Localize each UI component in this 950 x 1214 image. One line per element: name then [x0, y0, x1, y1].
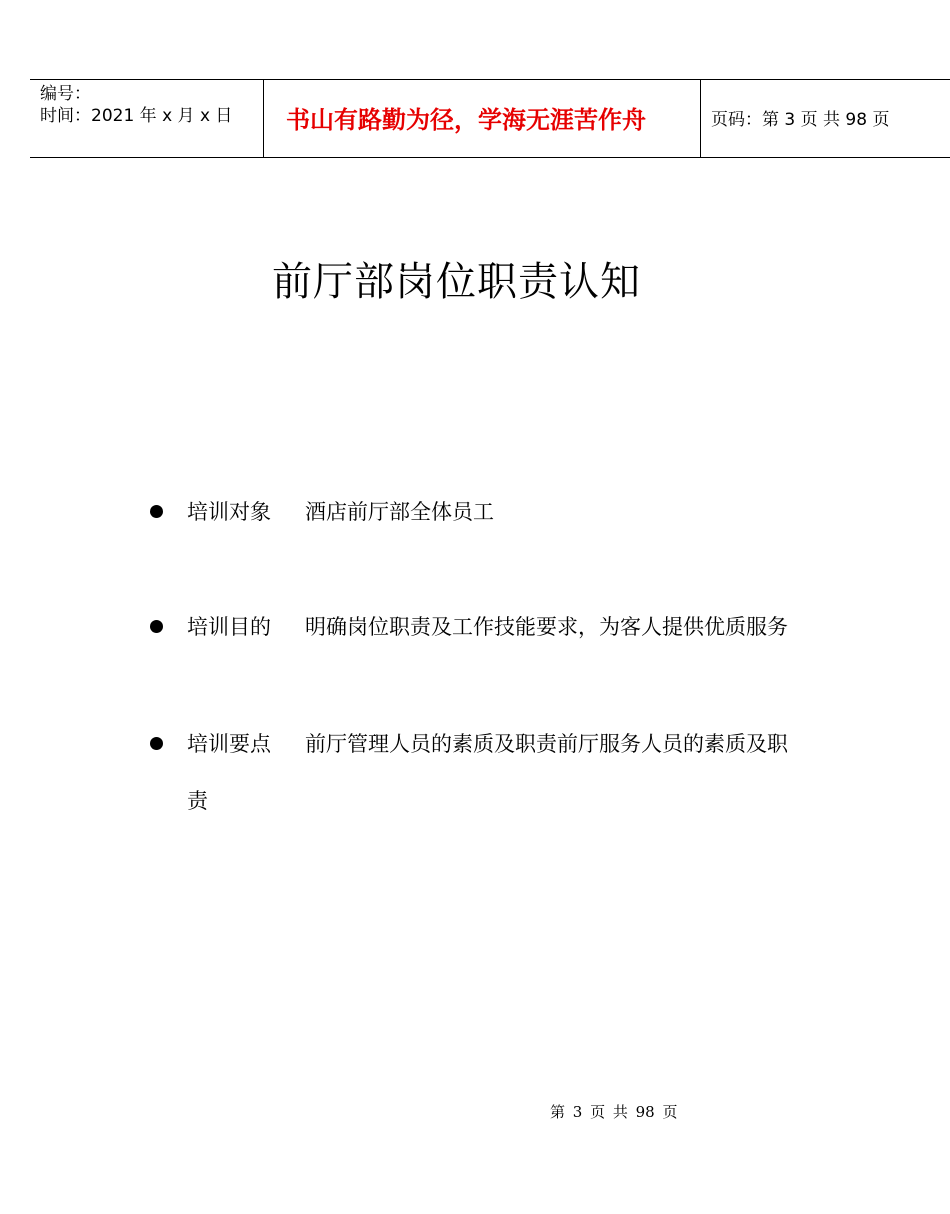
- document-time-label: 时间：2021 年 x 月 x 日: [40, 106, 233, 126]
- page-header: [30, 79, 950, 158]
- bullet-icon: [150, 505, 163, 518]
- item-label: 培训对象: [187, 500, 271, 524]
- document-title: 前厅部岗位职责认知: [272, 259, 641, 305]
- item-text: 前厅管理人员的素质及职责前厅服务人员的素质及职: [305, 732, 788, 756]
- item-label: 培训要点: [187, 732, 271, 756]
- item-text-continuation: 责: [187, 789, 208, 813]
- item-text: 明确岗位职责及工作技能要求，为客人提供优质服务: [305, 615, 788, 639]
- bullet-icon: [150, 620, 163, 633]
- header-motto-cell: [264, 80, 701, 157]
- page-footer: 第 3 页 共 98 页: [550, 1103, 678, 1121]
- header-motto: 书山有路勤为径，学海无涯苦作舟: [286, 105, 646, 134]
- item-label: 培训目的: [187, 615, 271, 639]
- header-page-code: 页码：第 3 页 共 98 页: [711, 110, 890, 130]
- bullet-icon: [150, 737, 163, 750]
- header-meta-cell: [30, 80, 264, 157]
- header-page-cell: [701, 80, 950, 157]
- item-text: 酒店前厅部全体员工: [305, 500, 494, 524]
- document-number-label: 编号：: [40, 84, 91, 104]
